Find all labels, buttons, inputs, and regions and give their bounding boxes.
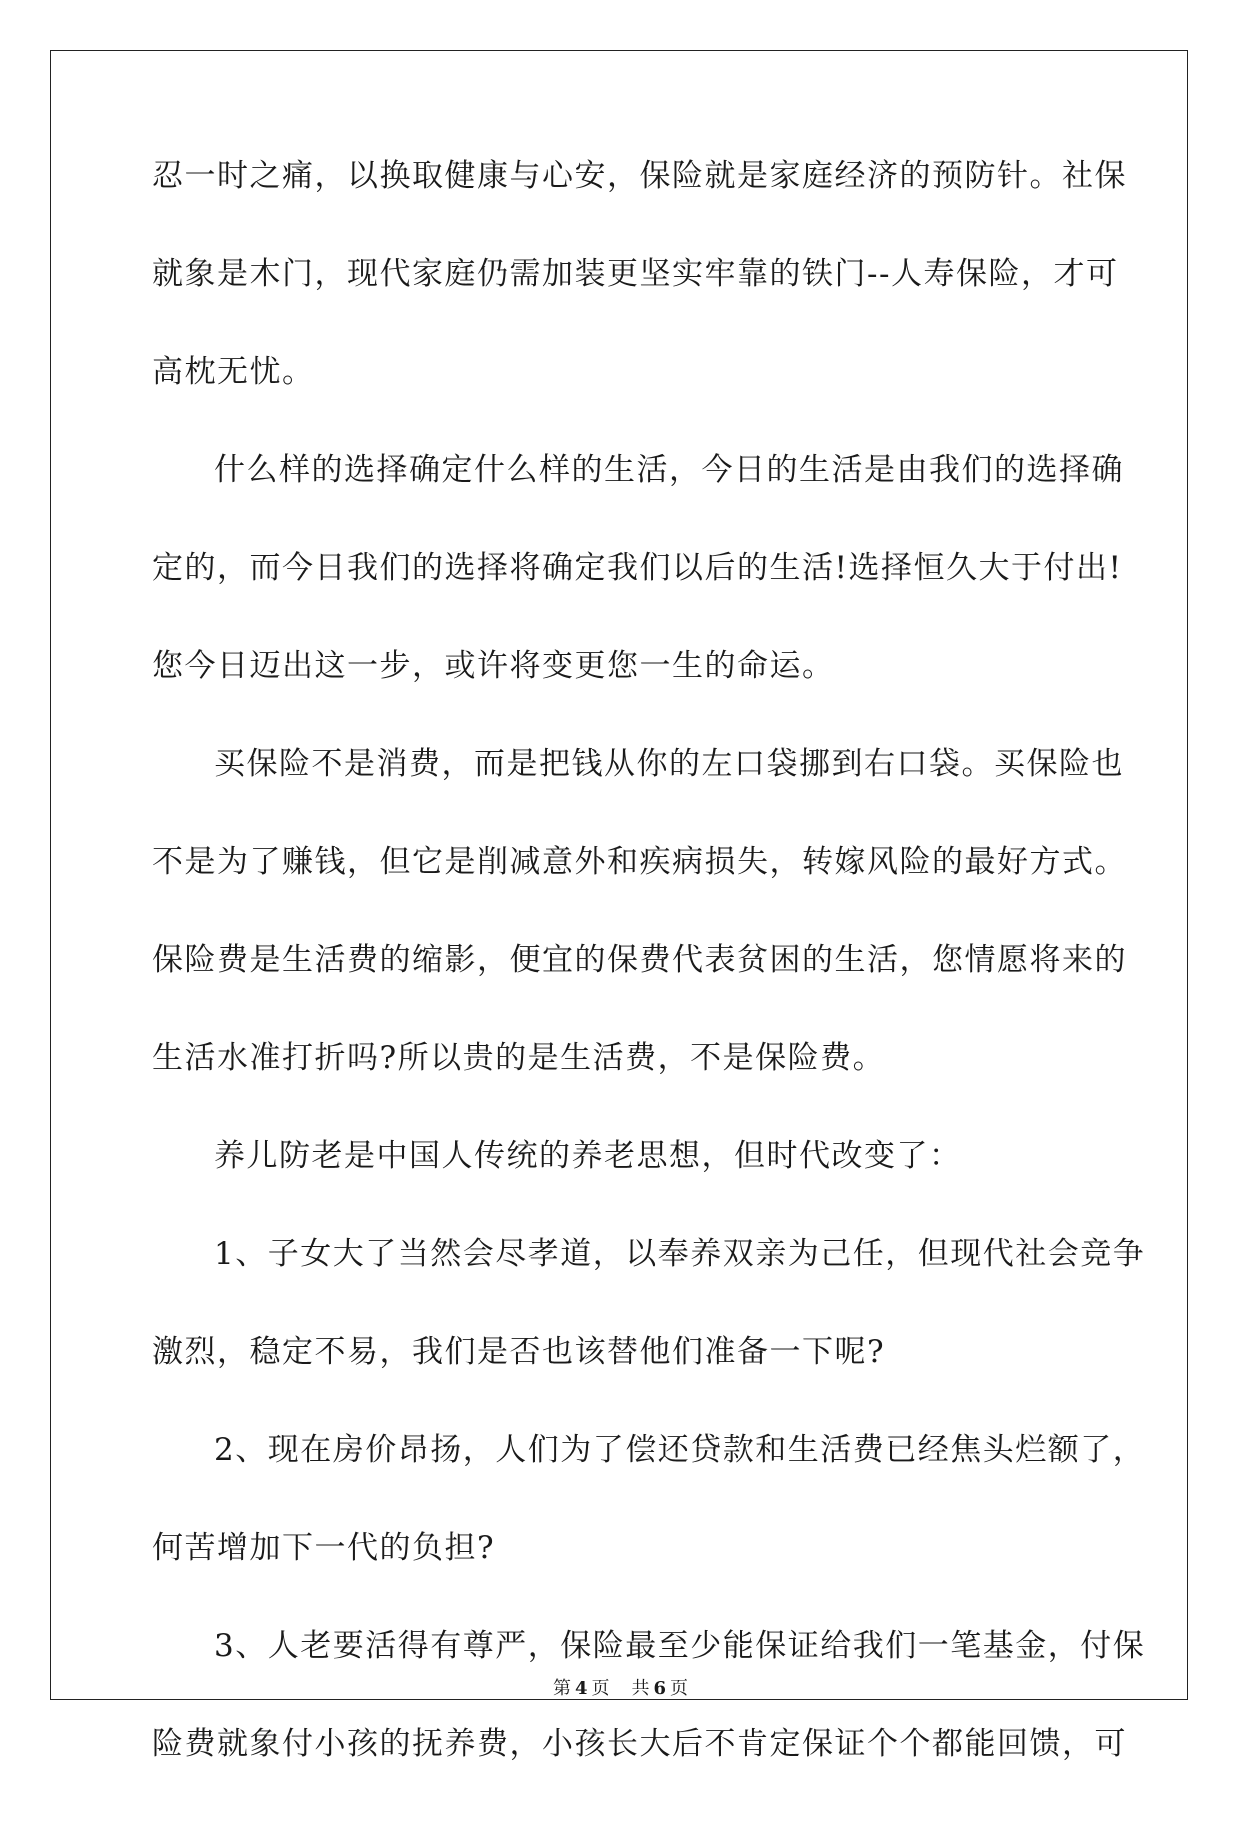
text-line: 买保险不是消费，而是把钱从你的左口袋挪到右口袋。买保险也	[214, 746, 1124, 782]
text-line: 定的，而今日我们的选择将确定我们以后的生活!选择恒久大于付出!	[152, 550, 1123, 586]
text-line: 1、子女大了当然会尽孝道，以奉养双亲为己任，但现代社会竞争	[214, 1236, 1146, 1272]
text-line: 3、人老要活得有尊严，保险最至少能保证给我们一笔基金，付保	[214, 1628, 1146, 1664]
page-footer	[0, 1678, 1241, 1700]
text-line: 激烈，稳定不易，我们是否也该替他们准备一下呢?	[152, 1334, 886, 1370]
footer-total-suffix: 页	[670, 1678, 689, 1699]
text-line: 高枕无忧。	[152, 354, 315, 390]
text-line: 就象是木门，现代家庭仍需加装更坚实牢靠的铁门--人寿保险，才可	[152, 256, 1119, 292]
footer-total-prefix: 共	[631, 1678, 650, 1699]
text-line: 您今日迈出这一步，或许将变更您一生的命运。	[152, 648, 835, 684]
document-body	[152, 158, 1146, 1824]
text-line: 忍一时之痛，以换取健康与心安，保险就是家庭经济的预防针。社保	[152, 158, 1127, 194]
text-line: 不是为了赚钱，但它是削减意外和疾病损失，转嫁风险的最好方式。	[152, 844, 1127, 880]
text-line: 什么样的选择确定什么样的生活，今日的生活是由我们的选择确	[214, 452, 1124, 488]
text-line: 养儿防老是中国人传统的养老思想，但时代改变了：	[214, 1138, 962, 1174]
text-line: 何苦增加下一代的负担?	[152, 1530, 496, 1566]
footer-page-suffix: 页	[591, 1678, 610, 1699]
footer-total-pages: 6	[653, 1678, 667, 1699]
text-line: 生活水准打折吗?所以贵的是生活费，不是保险费。	[152, 1040, 886, 1076]
text-line: 保险费是生活费的缩影，便宜的保费代表贫困的生活，您情愿将来的	[152, 942, 1127, 978]
text-line: 险费就象付小孩的抚养费，小孩长大后不肯定保证个个都能回馈，可	[152, 1726, 1127, 1762]
footer-page-number: 4	[574, 1678, 588, 1699]
footer-page-prefix: 第	[552, 1678, 571, 1699]
text-line: 2、现在房价昂扬，人们为了偿还贷款和生活费已经焦头烂额了，	[214, 1432, 1146, 1468]
